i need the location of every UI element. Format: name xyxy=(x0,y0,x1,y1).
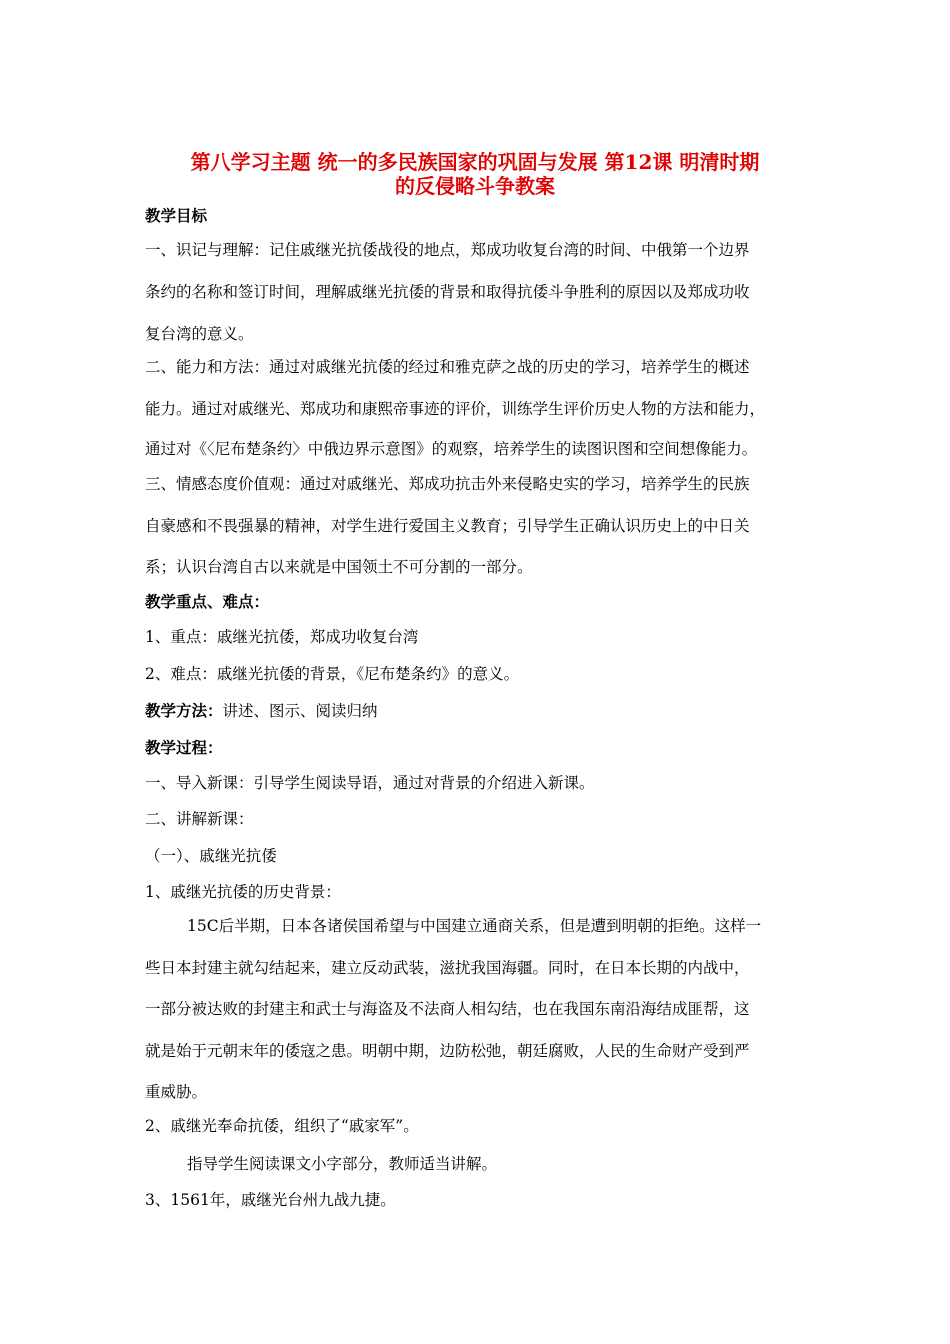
process-step-2: 二、讲解新课： xyxy=(145,810,254,828)
section-1-heading: （一）、戚继光抗倭 xyxy=(145,847,277,865)
process-step-1: 一、导入新课：引导学生阅读导语，通过对背景的介绍进入新课。 xyxy=(145,774,595,792)
teaching-method-label: 教学方法： xyxy=(145,701,223,720)
goal-1-line-1: 一、识记与理解：记住戚继光抗倭战役的地点，郑成功收复台湾的时间、中俄第一个边界 xyxy=(145,241,750,259)
goal-3-line-1: 三、情感态度价值观：通过对戚继光、郑成功抗击外来侵略史实的学习，培养学生的民族 xyxy=(145,475,750,493)
teaching-method xyxy=(145,700,378,722)
background-line-3: 一部分被达败的封建主和武士与海盗及不法商人相勾结，也在我国东南沿海结成匪帮，这 xyxy=(145,1000,750,1018)
document-title-line-1: 第八学习主题 统一的多民族国家的巩固与发展 第12课 明清时期 xyxy=(190,150,760,174)
goal-3-line-2: 自豪感和不畏强暴的精神，对学生进行爱国主义教育；引导学生正确认识历史上的中日关 xyxy=(145,517,750,535)
goal-3-line-3: 系；认识台湾自古以来就是中国领土不可分割的一部分。 xyxy=(145,558,533,576)
goal-2-line-3: 通过对《〈尼布楚条约〉中俄边界示意图》的观察，培养学生的读图识图和空间想像能力。 xyxy=(145,440,758,458)
goal-1-line-3: 复台湾的意义。 xyxy=(145,325,254,343)
teaching-method-text: 讲述、图示、阅读归纳 xyxy=(222,702,378,720)
goal-2-line-2: 能力。通过对戚继光、郑成功和康熙帝事迹的评价，训练学生评价历史人物的方法和能力， xyxy=(145,400,766,418)
background-line-1: 15C后半期，日本各诸侯国希望与中国建立通商关系，但是遭到明朝的拒绝。这样一 xyxy=(187,917,762,935)
process-heading: 教学过程： xyxy=(145,738,223,757)
background-heading: 1、戚继光抗倭的历史背景： xyxy=(145,883,341,901)
item-2: 2、戚继光奉命抗倭，组织了“戚家军”。 xyxy=(145,1117,419,1135)
key-point-2: 2、难点：戚继光抗倭的背景，《尼布楚条约》的意义。 xyxy=(145,665,520,683)
background-line-2: 些日本封建主就勾结起来，建立反动武装，滋扰我国海疆。同时，在日本长期的内战中， xyxy=(145,959,750,977)
background-line-5: 重威胁。 xyxy=(145,1083,208,1101)
background-line-4: 就是始于元朝末年的倭寇之患。明朝中期，边防松弛，朝廷腐败，人民的生命财产受到严 xyxy=(145,1042,750,1060)
goals-heading: 教学目标 xyxy=(145,206,208,225)
item-2-note: 指导学生阅读课文小字部分，教师适当讲解。 xyxy=(187,1155,498,1173)
goal-2-line-1: 二、能力和方法：通过对戚继光抗倭的经过和雅克萨之战的历史的学习，培养学生的概述 xyxy=(145,358,750,376)
key-points-heading: 教学重点、难点： xyxy=(145,592,270,611)
document-title-line-2: 的反侵略斗争教案 xyxy=(395,174,555,198)
goal-1-line-2: 条约的名称和签订时间，理解戚继光抗倭的背景和取得抗倭斗争胜利的原因以及郑成功收 xyxy=(145,283,750,301)
item-3: 3、1561年，戚继光台州九战九捷。 xyxy=(145,1191,396,1209)
key-point-1: 1、重点：戚继光抗倭，郑成功收复台湾 xyxy=(145,628,419,646)
